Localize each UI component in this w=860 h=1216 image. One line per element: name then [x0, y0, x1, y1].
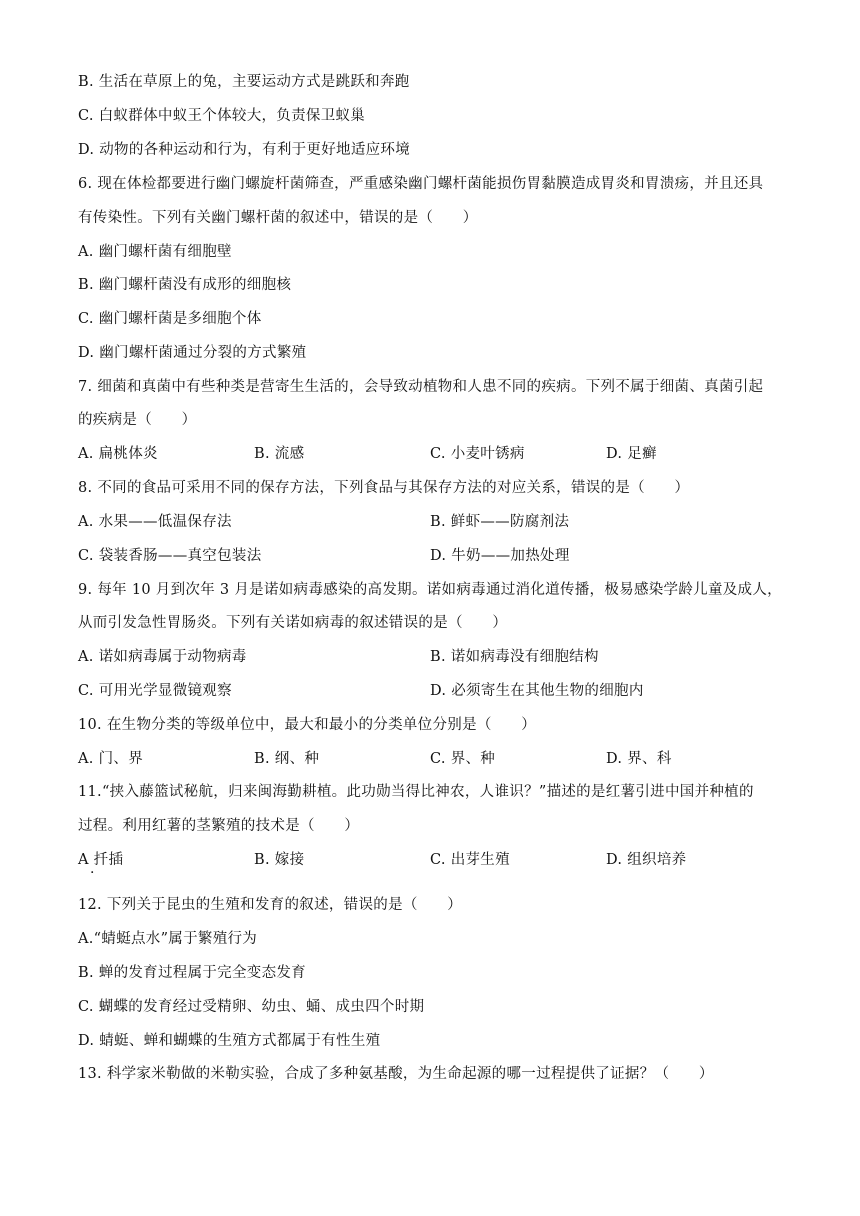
q8-option-d: D. 牛奶——加热处理 [430, 548, 570, 564]
q10-option-a: A. 门、界 [78, 751, 143, 767]
q12-stem-line-1: 12. 下列关于昆虫的生殖和发育的叙述，错误的是（ ） [78, 897, 463, 913]
q11-option-b: B. 嫁接 [254, 852, 305, 868]
q5-option-c: C. 白蚁群体中蚁王个体较大，负责保卫蚁巢 [78, 108, 366, 124]
q7-option-a: A. 扁桃体炎 [78, 446, 158, 462]
q12-option-a: A.“蜻蜓点水”属于繁殖行为 [78, 931, 258, 947]
q5-option-d: D. 动物的各种运动和行为，有利于更好地适应环境 [78, 142, 411, 158]
q9-stem-line-2: 从而引发急性胃肠炎。下列有关诺如病毒的叙述错误的是（ ） [78, 615, 508, 631]
q9-option-b: B. 诺如病毒没有细胞结构 [430, 649, 599, 665]
q6-option-a: A. 幽门螺杆菌有细胞壁 [78, 244, 232, 260]
q6-option-c: C. 幽门螺杆菌是多细胞个体 [78, 311, 262, 327]
q12-option-d: D. 蜻蜓、蝉和蝴蝶的生殖方式都属于有性生殖 [78, 1033, 381, 1049]
q12-option-c: C. 蝴蝶的发育经过受精卵、幼虫、蛹、成虫四个时期 [78, 999, 425, 1015]
q11-stem-line-2: 过程。利用红薯的茎繁殖的技术是（ ） [78, 818, 360, 834]
q11-option-d: D. 组织培养 [606, 852, 687, 868]
q7-option-b: B. 流感 [254, 446, 305, 462]
q9-option-c: C. 可用光学显微镜观察 [78, 683, 232, 699]
q9-option-a: A. 诺如病毒属于动物病毒 [78, 649, 247, 665]
q6-option-b: B. 幽门螺杆菌没有成形的细胞核 [78, 277, 292, 293]
q11-stem-line-1: 11.“挟入藤篮试秘航，归来闽海勤耕植。此功勋当得比神农，人谁识？”描述的是红薯引进中国并种植的 [78, 784, 754, 800]
q8-option-a: A. 水果——低温保存法 [78, 514, 232, 530]
q13-stem-line-1: 13. 科学家米勒做的米勒实验，合成了多种氨基酸，为生命起源的哪一过程提供了证据？（ ） [78, 1066, 714, 1082]
q7-stem-line-2: 的疾病是（ ） [78, 412, 197, 428]
q8-option-c: C. 袋装香肠——真空包装法 [78, 548, 262, 564]
q7-stem-line-1: 7. 细菌和真菌中有些种类是营寄生生活的，会导致动植物和人患不同的疾病。下列不属于细菌、真菌引起 [78, 379, 764, 395]
q7-option-c: C. 小麦叶锈病 [430, 446, 525, 462]
q10-option-b: B. 纲、种 [254, 751, 320, 767]
q9-stem-line-1: 9. 每年 10 月到次年 3 月是诺如病毒感染的高发期。诺如病毒通过消化道传播，极易感染学龄儿童及成人， [78, 582, 782, 598]
q10-option-c: C. 界、种 [430, 751, 496, 767]
q8-option-b: B. 鲜虾——防腐剂法 [430, 514, 570, 530]
q6-option-d: D. 幽门螺杆菌通过分裂的方式繁殖 [78, 345, 307, 361]
stray-dot-mark: · [90, 865, 95, 881]
q11-option-c: C. 出芽生殖 [430, 852, 510, 868]
q6-stem-line-1: 6. 现在体检都要进行幽门螺旋杆菌筛查，严重感染幽门螺杆菌能损伤胃黏膜造成胃炎和胃溃疡，并且还具 [78, 176, 764, 192]
q12-option-b: B. 蝉的发育过程属于完全变态发育 [78, 965, 306, 981]
q6-stem-line-2: 有传染性。下列有关幽门螺杆菌的叙述中，错误的是（ ） [78, 210, 478, 226]
q10-stem-line-1: 10. 在生物分类的等级单位中，最大和最小的分类单位分别是（ ） [78, 717, 537, 733]
q7-option-d: D. 足癣 [606, 446, 657, 462]
q10-option-d: D. 界、科 [606, 751, 672, 767]
q11-option-a: A 扦插 [78, 852, 124, 868]
q8-stem-line-1: 8. 不同的食品可采用不同的保存方法，下列食品与其保存方法的对应关系，错误的是（ ） [78, 480, 690, 496]
q9-option-d: D. 必须寄生在其他生物的细胞内 [430, 683, 644, 699]
q5-option-b: B. 生活在草原上的兔，主要运动方式是跳跃和奔跑 [78, 74, 410, 90]
